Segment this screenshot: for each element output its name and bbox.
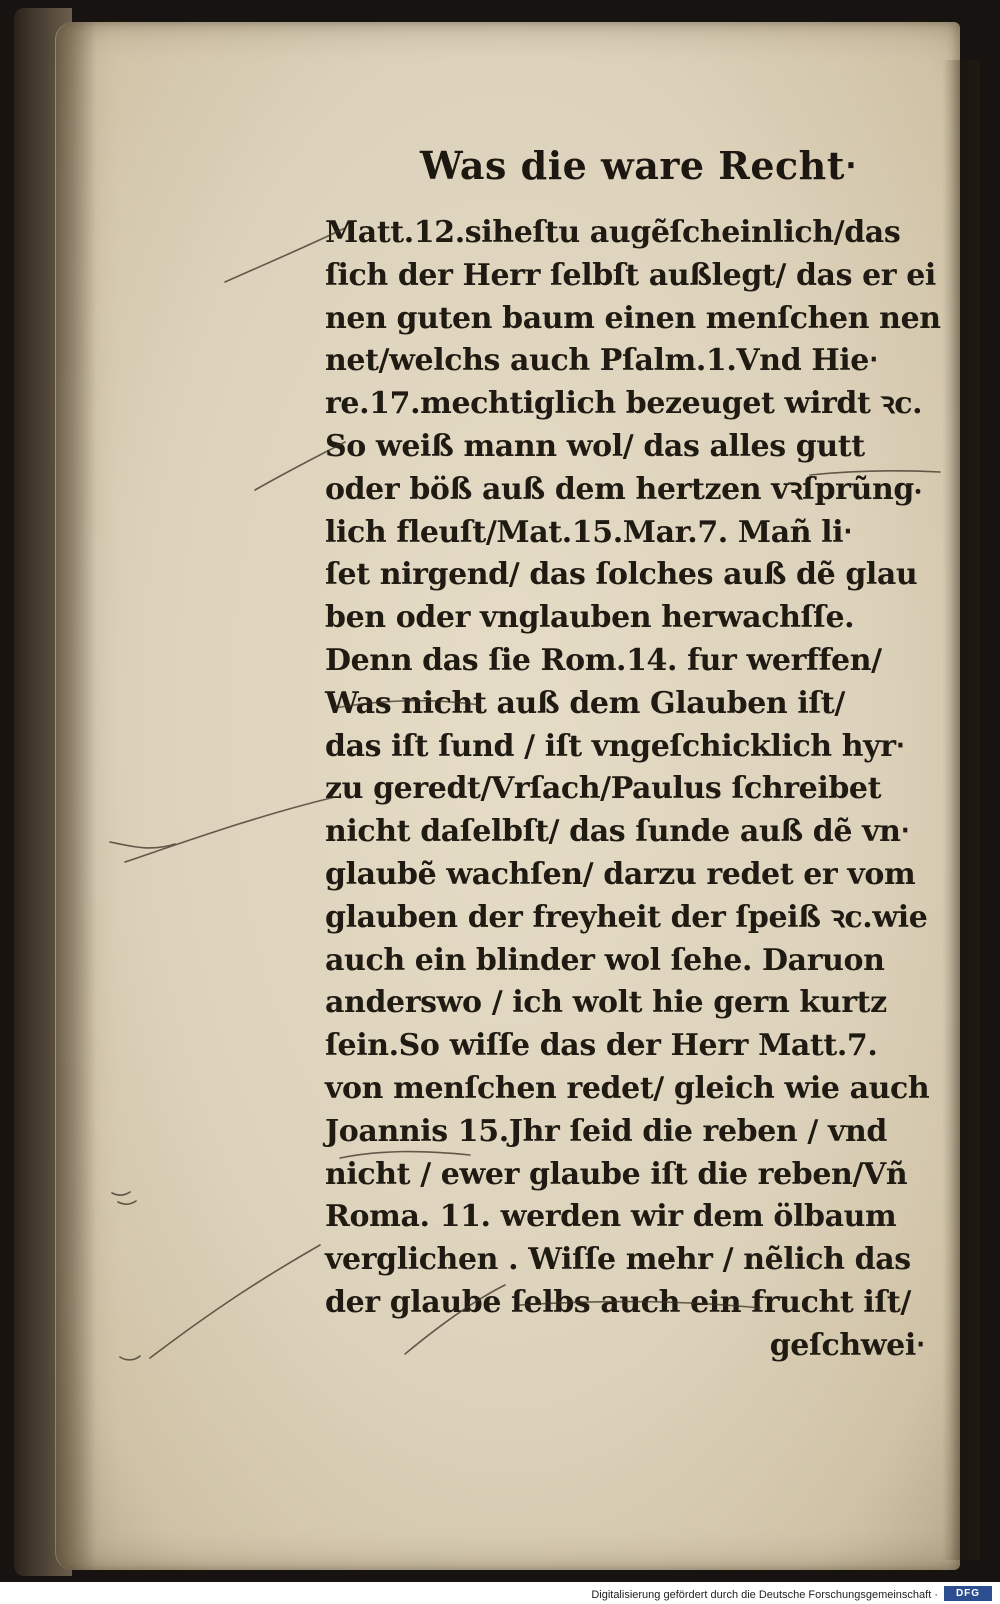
footer-bar [0,1582,1000,1604]
text-line: ſich der Herr ſelbſt außlegt/ das er ei [325,257,936,293]
text-line: So weiß mann wol/ das alles gutt [325,428,865,464]
text-line: zu geredt/Vrſach/Paulus ſchreibet [325,771,882,807]
text-line: nicht / ewer glaube iſt die reben/Vñ [325,1156,908,1192]
text-line: Denn das ſie Rom.14. fur werffen/ [325,642,882,678]
text-line: net/welchs auch Pſalm.1.Vnd Hie‧ [325,343,879,379]
text-line: geſchwei‧ [769,1327,925,1363]
text-line: Roma. 11. werden wir dem ölbaum [325,1199,897,1235]
text-line: auch ein blinder wol ſehe. Daruon [325,942,885,978]
text-line: nen guten baum einen menſchen nen [325,300,941,336]
digitization-credit: Digitalisierung gefördert durch die Deutsche Forschungsgemeinschaft · [591,1589,938,1601]
text-line: Was nicht auß dem Glauben iſt/ [325,685,845,721]
page-edge-shadow [942,60,980,1560]
text-line: re.17.mechtiglich bezeuget wirdt ꝛc. [325,386,923,422]
text-line: ben oder vnglauben herwachſſe. [325,600,855,636]
text-line: verglichen . Wiſſe mehr / nẽlich das [325,1242,911,1278]
text-line: das iſt ſund / iſt vngeſchicklich hyr‧ [325,728,905,764]
text-line: der glaube ſelbs auch ein frucht iſt/ [325,1284,911,1320]
text-line: lich fleuſt/Mat.15.Mar.7. Mañ li‧ [325,514,853,550]
text-line: oder böß auß dem hertzen vꝛſprũng‧ [325,471,922,507]
text-line: von menſchen redet/ gleich wie auch [325,1070,930,1106]
page-gutter-shadow [56,22,96,1570]
text-line: nicht daſelbſt/ das ſunde auß dẽ vn‧ [325,814,910,850]
running-head: Was die ware Recht‧ [420,143,858,188]
dfg-logo: DFG [944,1586,992,1601]
text-line: ſein.So wiſſe das der Herr Matt.7. [325,1028,878,1064]
text-block [325,212,945,1368]
text-line: glauben der freyheit der ſpeiß ꝛc.wie [325,899,928,935]
text-line: anderswo / ich wolt hie gern kurtz [325,985,887,1021]
text-line: Matt.12.siheſtu augẽſcheinlich/das [325,215,901,250]
text-line: ſet nirgend/ das ſolches auß dẽ glau [325,557,918,593]
text-line: glaubẽ wachſen/ darzu redet er vom [325,856,916,892]
text-line: Joannis 15.Jhr ſeid die reben / vnd [325,1113,887,1149]
